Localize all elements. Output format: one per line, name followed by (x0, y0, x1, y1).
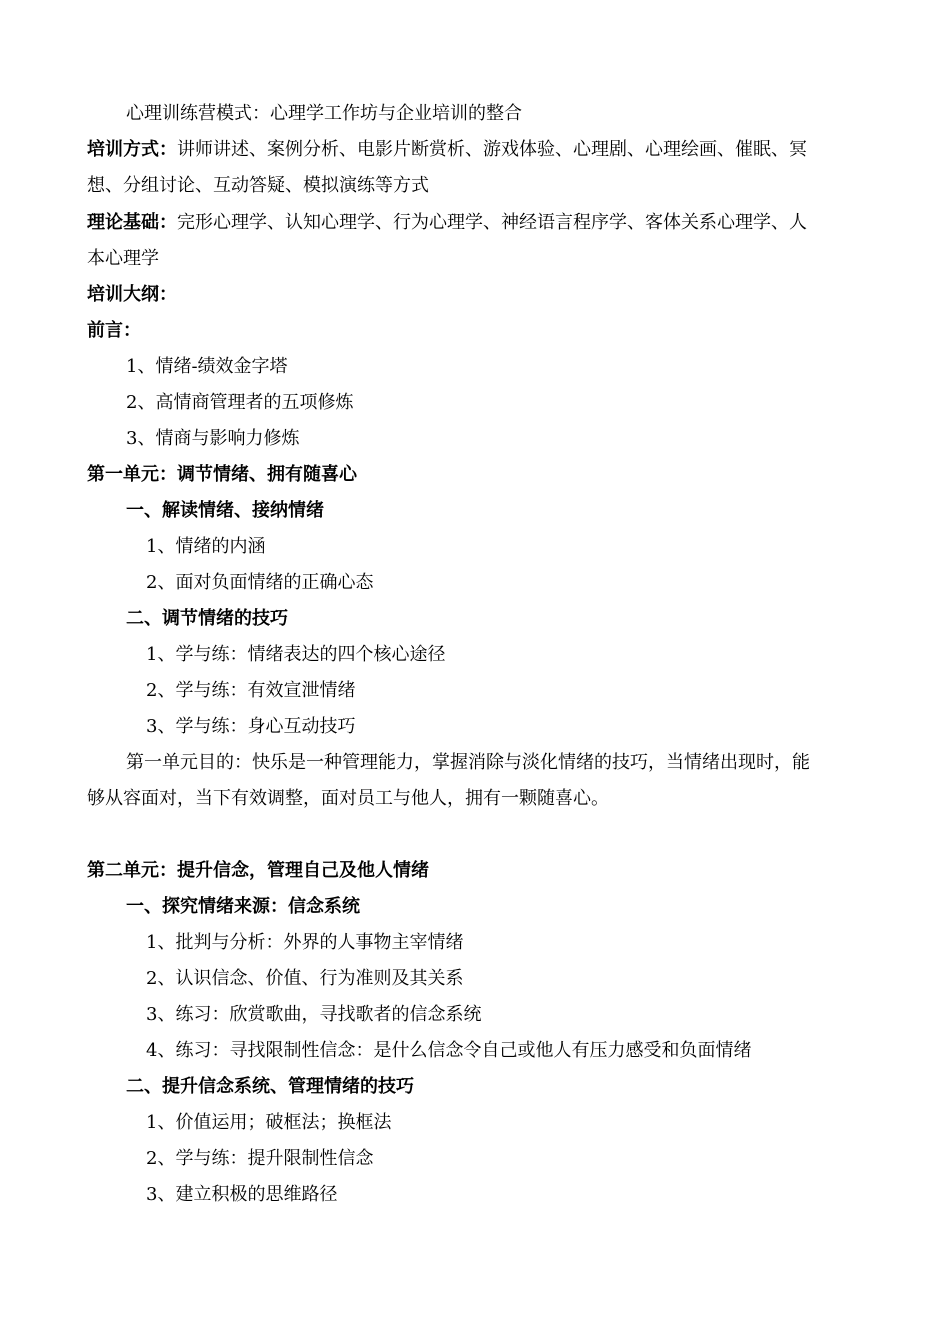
theory-basis-text-1: 完形心理学、认知心理学、行为心理学、神经语言程序学、客体关系心理学、人 (177, 212, 807, 233)
training-method-label: 培训方式： (87, 139, 177, 160)
unit2-section2-item: 1、价值运用；破框法；换框法 (146, 1112, 392, 1133)
preface-title: 前言： (87, 320, 141, 341)
theory-basis-line-2: 本心理学 (87, 248, 159, 269)
theory-basis-line-1 (87, 211, 807, 235)
training-method-line-2: 想、分组讨论、互动答疑、模拟演练等方式 (87, 175, 429, 196)
unit2-section2-item: 2、学与练：提升限制性信念 (146, 1148, 374, 1169)
unit1-section2-item: 1、学与练：情绪表达的四个核心途径 (146, 644, 446, 665)
preface-item: 3、情商与影响力修炼 (126, 428, 300, 449)
theory-basis-label: 理论基础： (87, 212, 177, 233)
preface-item: 1、情绪-绩效金字塔 (126, 356, 288, 377)
outline-label: 培训大纲： (87, 284, 177, 305)
unit1-section2-item: 3、学与练：身心互动技巧 (146, 716, 356, 737)
unit2-section2-item: 3、建立积极的思维路径 (146, 1184, 338, 1205)
unit2-section1-title: 一、探究情绪来源：信念系统 (126, 896, 360, 917)
training-method-line-1 (87, 138, 807, 162)
training-method-text-1: 讲师讲述、案例分析、电影片断赏析、游戏体验、心理剧、心理绘画、催眠、冥 (177, 139, 807, 160)
unit1-section1-item: 2、面对负面情绪的正确心态 (146, 572, 374, 593)
unit2-title: 第二单元：提升信念，管理自己及他人情绪 (87, 860, 429, 881)
unit2-section1-item: 4、练习：寻找限制性信念：是什么信念令自己或他人有压力感受和负面情绪 (146, 1040, 752, 1061)
unit1-section2-title: 二、调节情绪的技巧 (126, 608, 288, 629)
unit2-section1-item: 3、练习：欣赏歌曲，寻找歌者的信念系统 (146, 1004, 482, 1025)
unit1-goal-line-1: 第一单元目的：快乐是一种管理能力，掌握消除与淡化情绪的技巧，当情绪出现时，能 (126, 752, 810, 773)
unit1-section1-title: 一、解读情绪、接纳情绪 (126, 500, 324, 521)
unit2-section2-title: 二、提升信念系统、管理情绪的技巧 (126, 1076, 414, 1097)
unit1-section1-item: 1、情绪的内涵 (146, 536, 266, 557)
unit2-section1-item: 1、批判与分析：外界的人事物主宰情绪 (146, 932, 464, 953)
unit2-section1-item: 2、认识信念、价值、行为准则及其关系 (146, 968, 464, 989)
intro-line: 心理训练营模式：心理学工作坊与企业培训的整合 (126, 103, 522, 124)
unit1-goal-line-2: 够从容面对，当下有效调整，面对员工与他人，拥有一颗随喜心。 (87, 788, 609, 809)
unit1-title: 第一单元：调节情绪、拥有随喜心 (87, 464, 357, 485)
unit1-section2-item: 2、学与练：有效宣泄情绪 (146, 680, 356, 701)
preface-item: 2、高情商管理者的五项修炼 (126, 392, 354, 413)
